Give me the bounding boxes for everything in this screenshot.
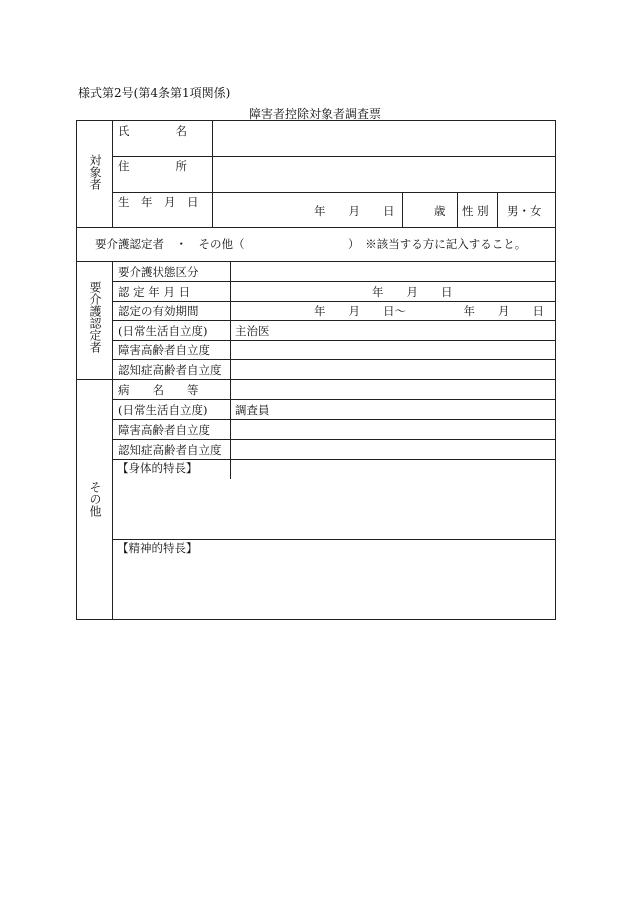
address-label: 住 所 — [118, 159, 187, 173]
column-line — [112, 261, 113, 619]
birthdate-label: 生 年 月 日 — [118, 195, 199, 209]
row-line — [112, 340, 555, 341]
divider — [77, 261, 555, 262]
row-line — [112, 419, 555, 420]
row-line — [112, 439, 555, 440]
dementia-elderly-label-2: 認知症高齢者自立度 — [118, 443, 222, 457]
other-section-label: その他 — [88, 481, 102, 517]
subject-section-label: 対象者 — [88, 154, 102, 190]
age-label: 歳 — [434, 204, 446, 218]
form-title: 障害者控除対象者調査票 — [248, 107, 381, 121]
name-label: 氏 名 — [118, 124, 187, 138]
row-line — [112, 399, 555, 400]
physical-traits-label: 【身体的特長】 — [117, 461, 198, 475]
care-section-label: 要介護認定者 — [88, 281, 102, 353]
column-line — [112, 121, 113, 227]
divider — [77, 379, 555, 380]
row-line — [112, 539, 555, 540]
column-line — [212, 121, 213, 227]
certification-type-line: 要介護認定者 ・ その他（ ） ※該当する方に記入すること。 — [95, 237, 527, 251]
dementia-elderly-label: 認知症高齢者自立度 — [118, 363, 222, 377]
disabled-elderly-label: 障害高齢者自立度 — [118, 343, 210, 357]
column-line — [497, 192, 498, 227]
cert-date-field[interactable]: 年 月 日 — [372, 285, 453, 299]
gender-label: 性 別 — [462, 204, 489, 218]
investigator-label: 調査員 — [235, 403, 270, 417]
form-number: 様式第2号(第4条第1項関係) — [78, 86, 231, 100]
cert-date-label: 認 定 年 月 日 — [118, 285, 191, 299]
daily-independence-label: (日常生活自立度) — [118, 324, 208, 338]
disease-label: 病 名 等 — [118, 383, 199, 397]
care-level-label: 要介護状態区分 — [118, 265, 199, 279]
row-line — [112, 192, 555, 193]
column-line — [402, 192, 403, 227]
valid-period-label: 認定の有効期間 — [118, 304, 199, 318]
survey-form — [76, 120, 556, 620]
disabled-elderly-label-2: 障害高齢者自立度 — [118, 423, 210, 437]
divider — [77, 227, 555, 228]
valid-period-field[interactable]: 年 月 日〜 年 月 日 — [314, 304, 544, 318]
gender-options[interactable]: 男・女 — [507, 204, 542, 218]
row-line — [112, 281, 555, 282]
row-line — [112, 459, 555, 460]
mental-traits-label: 【精神的特長】 — [117, 541, 198, 555]
row-line — [112, 359, 555, 360]
row-line — [112, 320, 555, 321]
column-line — [457, 192, 458, 227]
row-line — [112, 301, 555, 302]
daily-independence-label-2: (日常生活自立度) — [118, 403, 208, 417]
attending-physician-label: 主治医 — [235, 324, 270, 338]
birthdate-field[interactable]: 年 月 日 — [314, 204, 395, 218]
row-line — [112, 156, 555, 157]
